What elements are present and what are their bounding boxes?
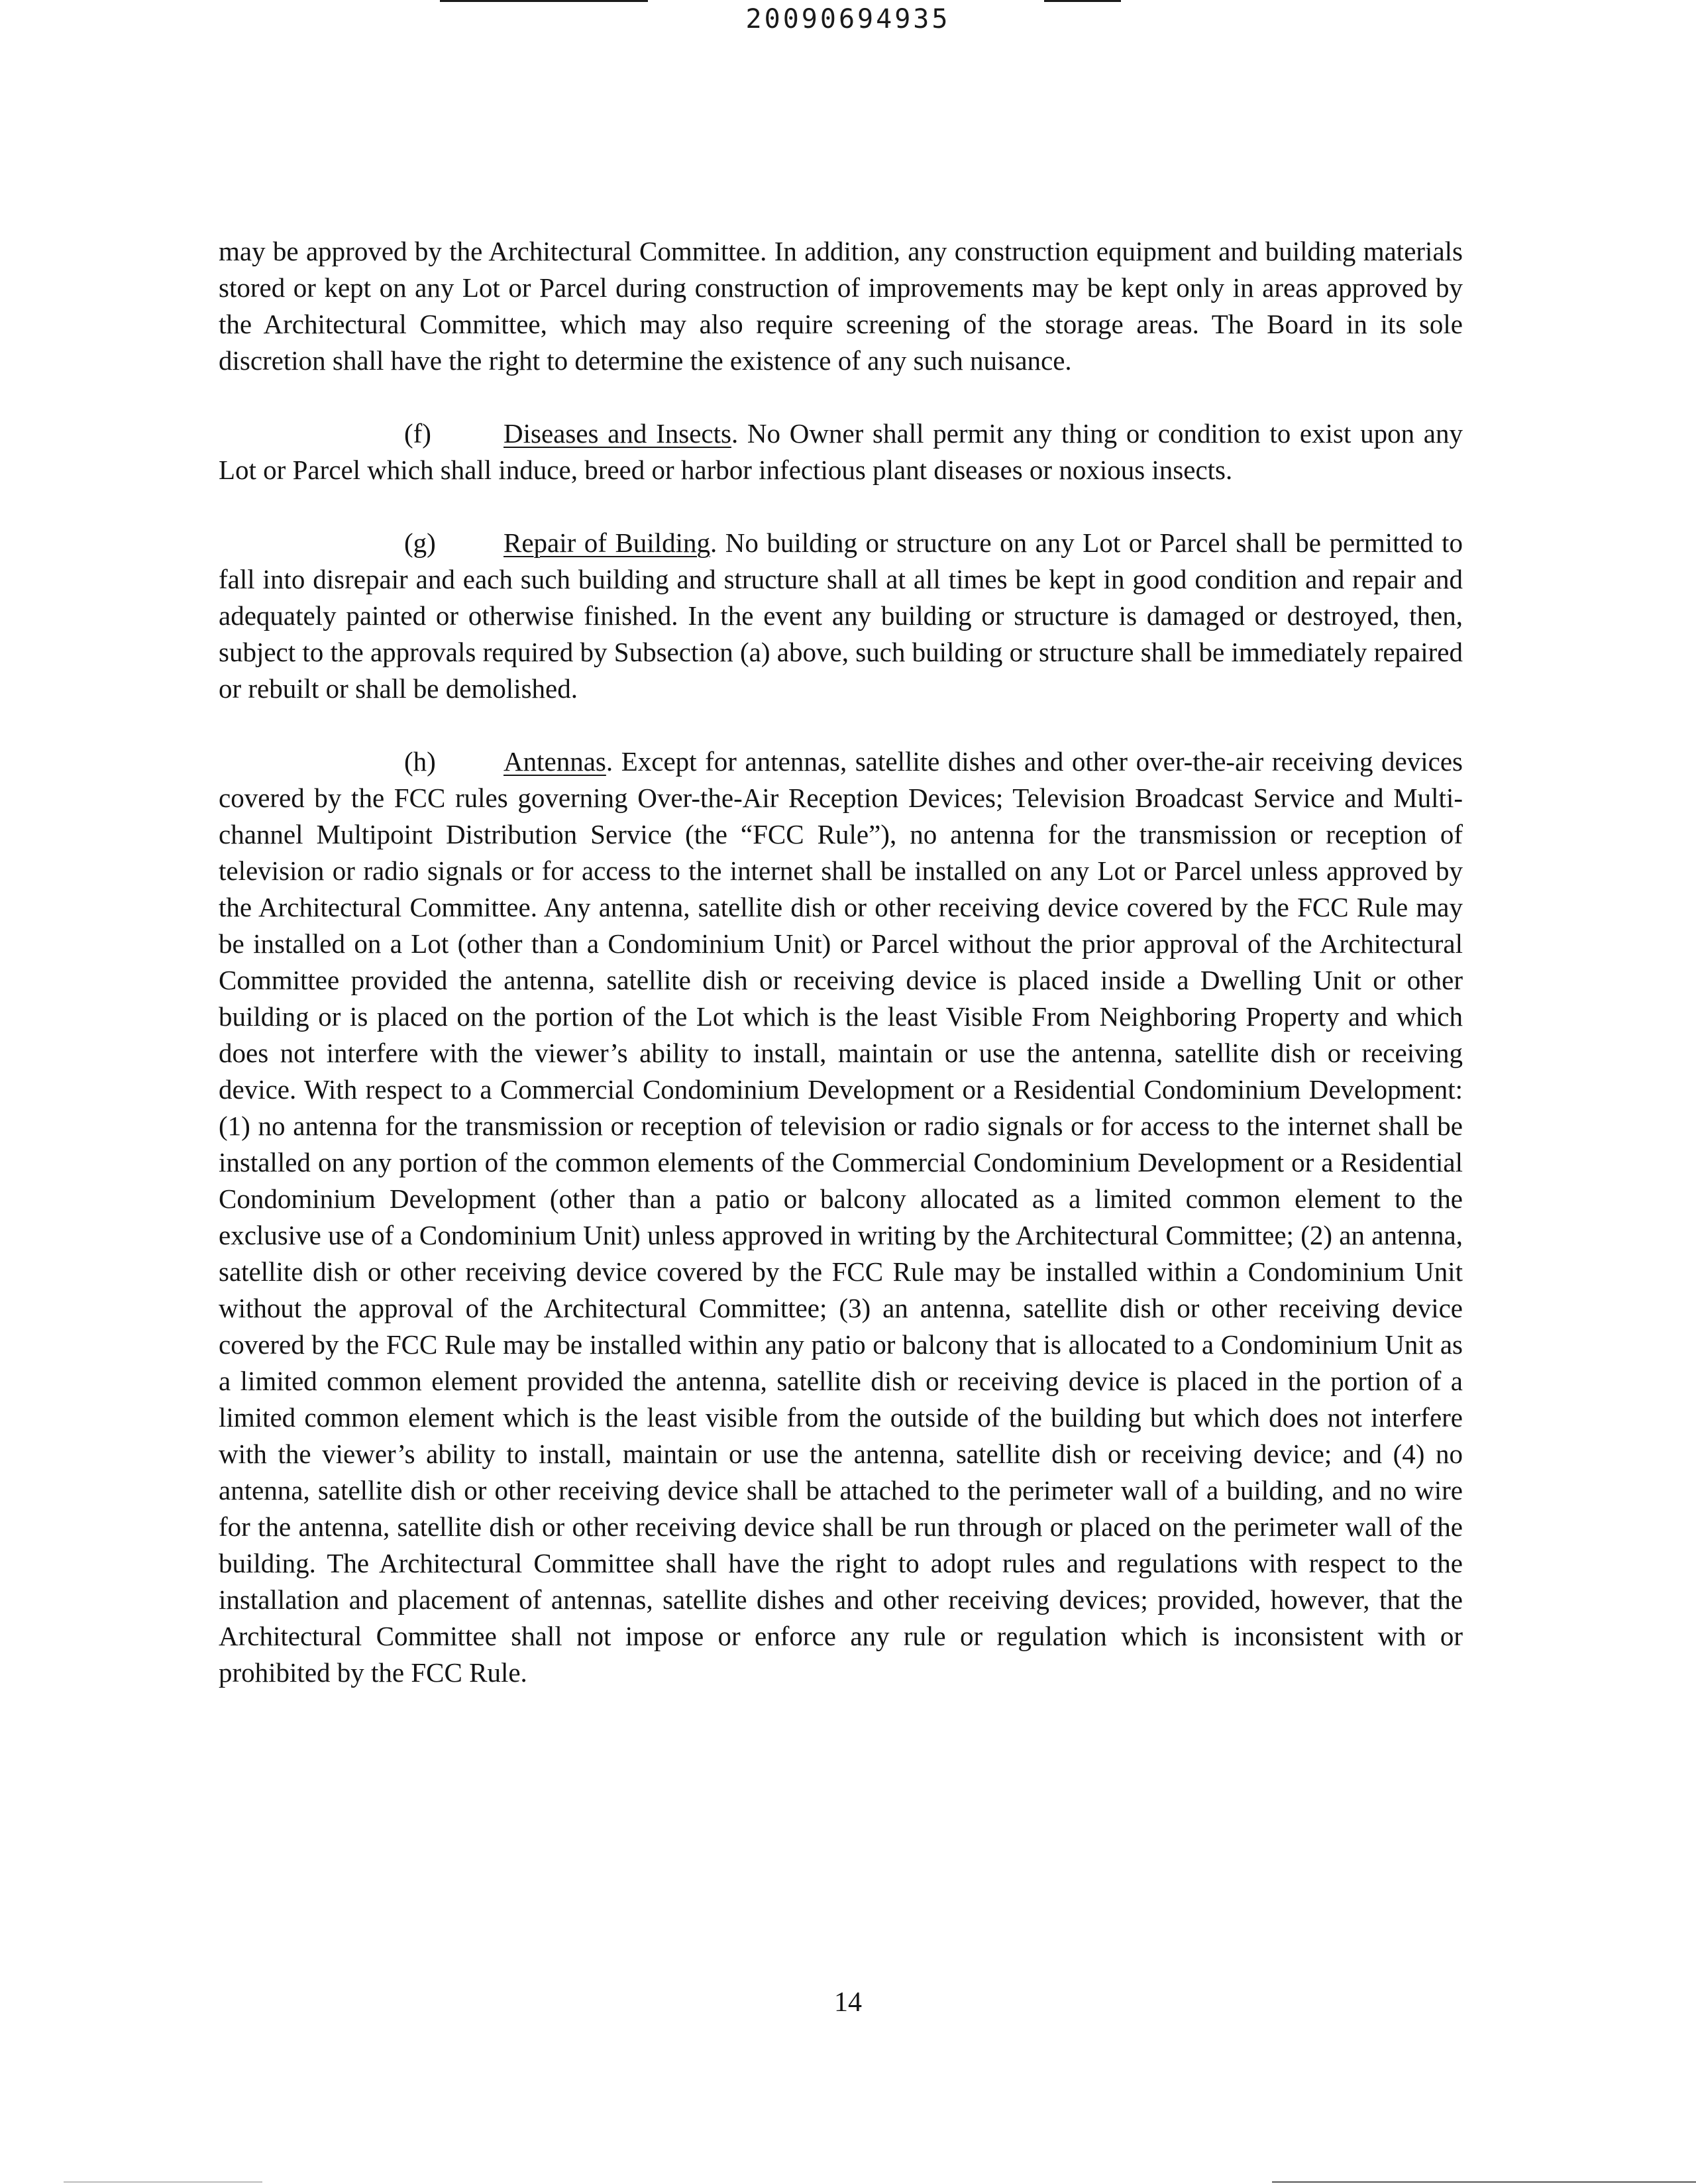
header-rule-right: [1044, 0, 1121, 2]
item-marker: (f): [404, 418, 431, 449]
paragraph-g-repair-of-building: [219, 525, 1463, 707]
paragraph-f-diseases-and-insects: [219, 415, 1463, 488]
document-number: 20090694935: [745, 4, 951, 34]
paragraph-continuation: [219, 233, 1463, 379]
paragraph-text: may be approved by the Architectural Committee. In addition, any construction equipment and building materials stored or kept on any Lot or Parcel during construction of improvements may be kept only in areas approved by the Architectural Committee, which may also require screening of the storage areas. The Board in its sole discretion shall have the right to determine the existence of any such nuisance.: [219, 236, 1463, 376]
section-heading: Diseases and Insects: [504, 418, 731, 449]
paragraph-h-antennas: [219, 743, 1463, 1691]
item-marker: (g): [404, 527, 436, 558]
scan-artifact-line: [1272, 2181, 1696, 2183]
paragraph-text: . Except for antennas, satellite dishes and other over-the-air receiving devices covered by the FCC rules governing Over-the-Air Reception Devices; Television Broadcast Service and Multi-channel Multipoint Distribution Service (the “FCC Rule”), no antenna for the transmission or reception of television or radio signals or for access to the internet shall be installed on any Lot or Parcel unless approved by the Architectural Committee. Any antenna, satellite dish or other receiving device covered by the FCC Rule may be installed on a Lot (other than a Condominium Unit) or Parcel without the prior approval of the Architectural Committee provided the antenna, satellite dish or receiving device is placed inside a Dwelling Unit or other building or is placed on the portion of the Lot which is the least Visible From Neighboring Property and which does not interfere with the viewer’s ability to install, maintain or use the antenna, satellite dish or receiving device. With respect to a Commercial Condominium Development or a Residential Condominium Development: (1) no antenna for the transmission or reception of television or radio signals or for access to the internet shall be installed on any portion of the common elements of the Commercial Condominium Development or a Residential Condominium Development (other than a patio or balcony allocated as a limited common element to the exclusive use of a Condominium Unit) unless approved in writing by the Architectural Committee; (2) an antenna, satellite dish or other receiving device covered by the FCC Rule may be installed within a Condominium Unit without the approval of the Architectural Committee; (3) an antenna, satellite dish or other receiving device covered by the FCC Rule may be installed within any patio or balcony that is allocated to a Condominium Unit as a limited common element provided the antenna, satellite dish or receiving device is placed in the portion of a limited common element which is the least visible from the outside of the building but which does not interfere with the viewer’s ability to install, maintain or use the antenna, satellite dish or receiving device; and (4) no antenna, satellite dish or other receiving device shall be attached to the perimeter wall of a building, and no wire for the antenna, satellite dish or other receiving device shall be run through or placed on the perimeter wall of the building. The Architectural Committee shall have the right to adopt rules and regulations with respect to the installation and placement of antennas, satellite dishes and other receiving devices; provided, however, that the Architectural Committee shall not impose or enforce any rule or regulation which is inconsistent with or prohibited by the FCC Rule.: [219, 746, 1463, 1688]
paragraph-text: . No building or structure on any Lot or Parcel shall be permitted to fall into disrepair and each such building and structure shall at all times be kept in good condition and repair and adequately painted or otherwise finished. In the event any building or structure is damaged or destroyed, then, subject to the approvals required by Subsection (a) above, such building or structure shall be immediately repaired or rebuilt or shall be demolished.: [219, 527, 1463, 704]
section-heading: Antennas: [504, 746, 606, 777]
document-body: [219, 233, 1463, 1727]
scan-artifact-line: [64, 2181, 262, 2183]
page-number: 14: [834, 1987, 862, 2018]
header-rule-left: [440, 0, 648, 2]
section-heading: Repair of Building: [504, 527, 710, 558]
paragraph-text: . No Owner shall permit any thing or condition to exist upon any Lot or Parcel which shall induce, breed or harbor infectious plant diseases or noxious insects.: [219, 418, 1463, 485]
item-marker: (h): [404, 746, 436, 777]
